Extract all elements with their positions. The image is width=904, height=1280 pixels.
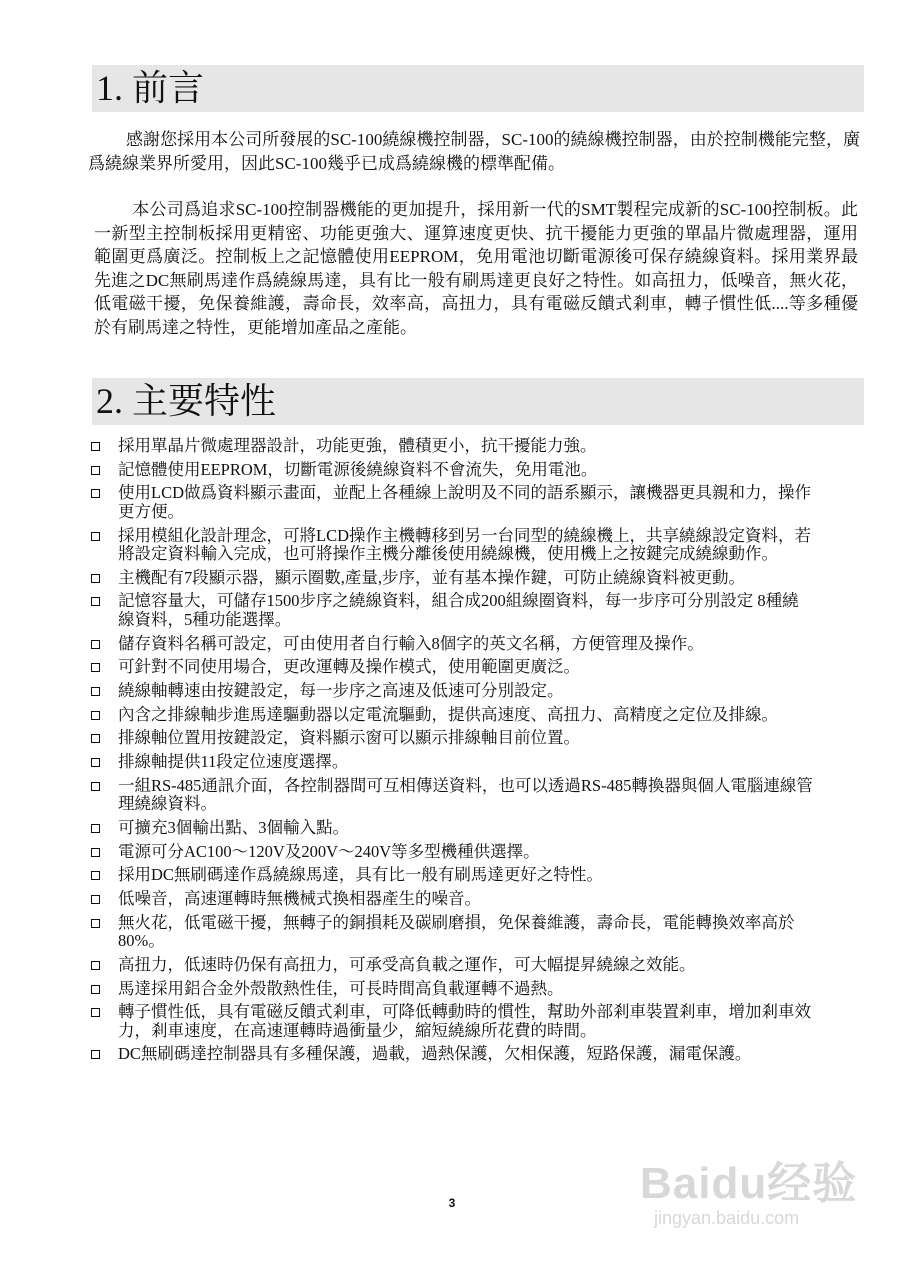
feature-list-item [88,682,814,701]
square-bullet-icon [91,466,100,475]
feature-text: 排線軸提供11段定位速度選擇。 [118,752,349,772]
feature-list-item [88,484,814,521]
watermark-logo [640,1160,857,1229]
feature-text: 內含之排線軸步進馬達驅動器以定電流驅動，提供高速度、高扭力、高精度之定位及排線。 [118,704,778,724]
feature-list-item [88,866,814,885]
square-bullet-icon [91,663,100,672]
section-1-title: 1. 前言 [96,68,205,108]
section-1-heading-bar [92,65,864,112]
square-bullet-icon [91,1008,100,1017]
paragraph-text: 感謝您採用本公司所發展的SC-100繞線機控制器，SC-100的繞線機控制器，由於控制機能完整，廣爲繞線業界所愛用，因此SC-100幾乎已成爲繞線機的標準配備。 [88,130,860,173]
feature-list-item [88,777,814,814]
feature-text: 記憶體使用EEPROM，切斷電源後繞線資料不會流失，免用電池。 [118,459,598,479]
feature-text: 採用模組化設計理念，可將LCD操作主機轉移到另一台同型的繞線機上，共享繞線設定資料，若將設定資料輸入完成，也可將操作主機分離後使用繞線機，使用機上之按鍵完成繞線動作。 [118,525,811,564]
feature-list-item [88,1045,814,1064]
square-bullet-icon [91,640,100,649]
square-bullet-icon [91,895,100,904]
feature-list-item [88,635,814,654]
intro-paragraph-1 [88,128,860,175]
feature-text: 主機配有7段顯示器，顯示圈數,產量,步序，並有基本操作鍵，可防止繞線資料被更動。 [118,567,745,587]
feature-text: 可擴充3個輸出點、3個輸入點。 [118,817,349,837]
section-2-title: 2. 主要特性 [96,381,277,421]
feature-text: 電源可分AC100～120V及200V～240V等多型機種供選擇。 [118,841,540,861]
feature-list-item [88,706,814,725]
square-bullet-icon [91,442,100,451]
feature-text: 一組RS-485通訊介面，各控制器間可互相傳送資料，也可以透過RS-485轉換器與個人電腦連線管理繞線資料。 [118,775,813,814]
feature-list-item [88,753,814,772]
square-bullet-icon [91,574,100,583]
square-bullet-icon [91,871,100,880]
feature-list-item [88,592,814,629]
square-bullet-icon [91,961,100,970]
square-bullet-icon [91,782,100,791]
feature-list-item [88,461,814,480]
square-bullet-icon [91,597,100,606]
square-bullet-icon [91,824,100,833]
feature-text: DC無刷碼達控制器具有多種保護，過載，過熱保護，欠相保護，短路保護，漏電保護。 [118,1044,752,1064]
intro-paragraph-2 [94,198,858,339]
feature-text: 無火花，低電磁干擾，無轉子的銅損耗及碳刷磨損，免保養維護，壽命長，電能轉換效率高於80%。 [118,912,795,951]
feature-text: 採用單晶片微處理器設計，功能更強，體積更小，抗干擾能力強。 [118,436,597,455]
feature-list-item [88,914,814,951]
square-bullet-icon [91,848,100,857]
square-bullet-icon [91,1050,100,1059]
feature-text: 儲存資料名稱可設定，可由使用者自行輸入8個字的英文名稱，方便管理及操作。 [118,633,704,653]
feature-text: 採用DC無刷碼達作爲繞線馬達，具有比一般有刷馬達更好之特性。 [118,865,603,885]
feature-text: 繞線軸轉速由按鍵設定，每一步序之高速及低速可分別設定。 [118,681,564,700]
page-number: 3 [448,1196,456,1210]
feature-text: 馬達採用鋁合金外殼散熱性佳，可長時間高負載運轉不過熱。 [118,978,564,998]
square-bullet-icon [91,985,100,994]
feature-text: 記憶容量大，可儲存1500步序之繞線資料，組合成200組線圈資料，每一步序可分別設定 8種繞線資料，5種功能選擇。 [118,591,799,629]
watermark-brand: Baidu经验 [640,1159,858,1208]
feature-list-item [88,980,814,999]
feature-list-item [88,437,814,456]
feature-text: 排線軸位置用按鍵設定，資料顯示窗可以顯示排線軸目前位置。 [118,728,580,748]
feature-text: 使用LCD做爲資料顯示畫面，並配上各種線上說明及不同的語系顯示，讓機器更具親和力，操作更方便。 [118,483,811,521]
square-bullet-icon [91,687,100,696]
feature-list-item [88,819,814,838]
feature-list-item [88,890,814,909]
paragraph-text: 本公司爲追求SC-100控制器機能的更加提升，採用新一代的SMT製程完成新的SC-100控制板。此一新型主控制板採用更精密、功能更強大、運算速度更快、抗干擾能力更強的單晶片微處理器，運用範圍更爲廣泛。控制板上之記憶體使用EEPROM，免用電池切斷電源後可保存繞線資料。採用業界最先進之DC無刷馬達作爲繞線馬達，具有比一般有刷馬達更良好之特性。如高扭力，低噪音，無火花，低電磁干擾，免保養維護，壽命長，效率高，高扭力，具有電磁反饋式剎車，轉子慣性低....等多種優於有刷馬達之特性，更能增加產品之產能。 [94,200,858,337]
feature-list-item [88,843,814,862]
feature-list-item [88,1003,814,1040]
square-bullet-icon [91,532,100,541]
feature-text: 高扭力，低速時仍保有高扭力，可承受高負載之運作，可大幅提昇繞線之效能。 [118,954,696,974]
feature-text: 轉子慣性低，具有電磁反饋式剎車，可降低轉動時的慣性，幫助外部剎車裝置剎車，增加剎車效力，剎車速度，在高速運轉時過衝量少，縮短繞線所花費的時間。 [118,1002,811,1040]
feature-list-item [88,658,814,677]
square-bullet-icon [91,711,100,720]
square-bullet-icon [91,758,100,767]
square-bullet-icon [91,489,100,498]
feature-list-item [88,527,814,564]
square-bullet-icon [91,919,100,928]
feature-list [88,437,814,1069]
feature-list-item [88,569,814,588]
feature-text: 低噪音，高速運轉時無機械式換相器產生的噪音。 [118,889,481,908]
feature-list-item [88,729,814,748]
section-2-heading-bar [92,378,864,425]
watermark-url: jingyan.baidu.com [654,1208,800,1228]
feature-text: 可針對不同使用場合，更改運轉及操作模式，使用範圍更廣泛。 [118,657,580,677]
square-bullet-icon [91,734,100,743]
feature-list-item [88,956,814,975]
